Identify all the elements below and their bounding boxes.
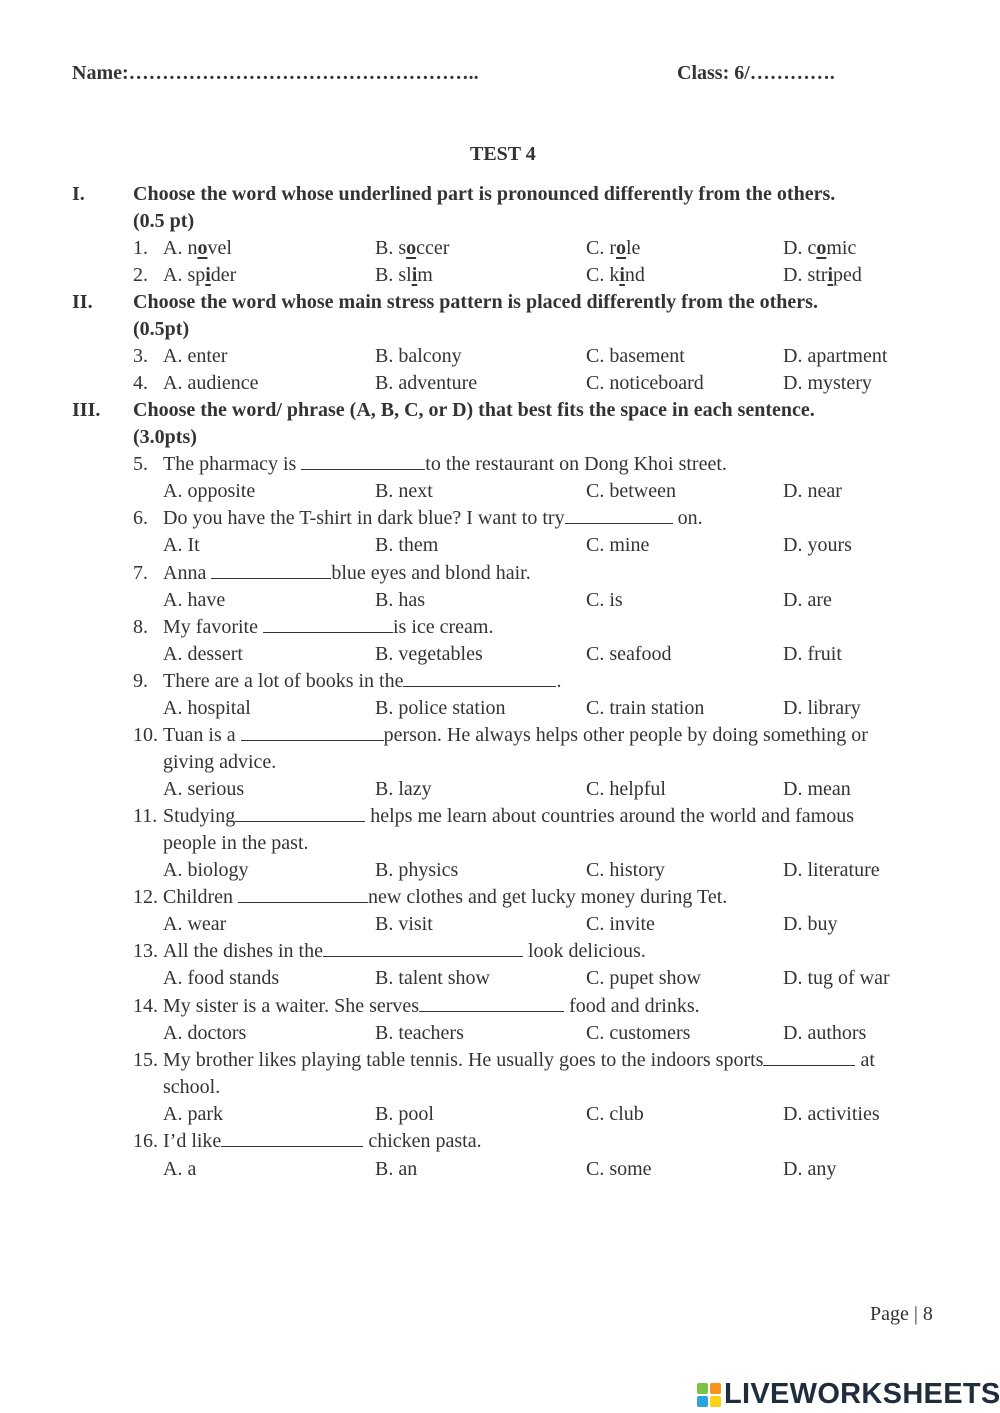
option-a[interactable]: A. audience: [163, 372, 259, 394]
option-a[interactable]: A. It: [163, 534, 200, 556]
option-a[interactable]: A. spider: [163, 264, 237, 286]
question-text: My sister is a waiter. She serves food and drinks.: [163, 995, 700, 1017]
option-d[interactable]: D. striped: [783, 264, 862, 286]
option-a[interactable]: A. serious: [163, 778, 245, 800]
option-a[interactable]: A. wear: [163, 913, 227, 935]
answer-blank[interactable]: [221, 1128, 363, 1147]
section-numeral: II.: [72, 291, 93, 313]
answer-blank[interactable]: [211, 560, 331, 579]
section-instruction: Choose the word whose underlined part is pronounced differently from the others.: [133, 183, 836, 205]
option-a[interactable]: A. park: [163, 1103, 223, 1125]
answer-blank[interactable]: [238, 884, 368, 903]
question-text: Tuan is a person. He always helps other people by doing something or: [163, 724, 868, 746]
option-c[interactable]: C. invite: [586, 913, 655, 935]
answer-blank[interactable]: [323, 938, 523, 957]
section-numeral: III.: [72, 399, 101, 421]
section-instruction: Choose the word whose main stress pattern is placed differently from the others.: [133, 291, 818, 313]
option-a[interactable]: A. dessert: [163, 643, 243, 665]
option-a[interactable]: A. opposite: [163, 480, 256, 502]
page-number: Page | 8: [870, 1303, 933, 1325]
question-text: My favorite is ice cream.: [163, 616, 494, 638]
option-b[interactable]: B. lazy: [375, 778, 432, 800]
option-d[interactable]: D. literature: [783, 859, 880, 881]
option-b[interactable]: B. balcony: [375, 345, 462, 367]
question-text-continued: giving advice.: [163, 751, 277, 773]
option-a[interactable]: A. enter: [163, 345, 228, 367]
question-number: 1.: [133, 237, 148, 259]
option-c[interactable]: C. club: [586, 1103, 644, 1125]
option-a[interactable]: A. a: [163, 1158, 197, 1180]
option-d[interactable]: D. mystery: [783, 372, 872, 394]
option-d[interactable]: D. buy: [783, 913, 838, 935]
option-b[interactable]: B. slim: [375, 264, 433, 286]
option-c[interactable]: C. kind: [586, 264, 645, 286]
question-number: 5.: [133, 453, 148, 475]
question-number: 7.: [133, 562, 148, 584]
answer-blank[interactable]: [403, 668, 556, 687]
liveworksheets-logo-icon: [697, 1383, 721, 1407]
option-d[interactable]: D. tug of war: [783, 967, 890, 989]
option-b[interactable]: B. teachers: [375, 1022, 464, 1044]
question-text: There are a lot of books in the .: [163, 670, 562, 692]
option-c[interactable]: C. seafood: [586, 643, 672, 665]
option-b[interactable]: B. visit: [375, 913, 433, 935]
option-d[interactable]: D. are: [783, 589, 832, 611]
class-field-label: Class: 6/………….: [677, 62, 835, 84]
option-c[interactable]: C. helpful: [586, 778, 666, 800]
option-a[interactable]: A. novel: [163, 237, 232, 259]
option-c[interactable]: C. customers: [586, 1022, 691, 1044]
option-a[interactable]: A. doctors: [163, 1022, 247, 1044]
answer-blank[interactable]: [235, 803, 365, 822]
test-title: TEST 4: [470, 143, 536, 165]
class-field-dots: ………….: [749, 62, 835, 84]
section-numeral: I.: [72, 183, 85, 205]
option-d[interactable]: D. apartment: [783, 345, 888, 367]
option-b[interactable]: B. an: [375, 1158, 418, 1180]
question-text: The pharmacy is to the restaurant on Dong Khoi street.: [163, 453, 727, 475]
answer-blank[interactable]: [565, 505, 673, 524]
question-number: 12.: [133, 886, 158, 908]
answer-blank[interactable]: [301, 451, 425, 470]
section-points: (3.0pts): [133, 426, 197, 448]
option-c[interactable]: C. basement: [586, 345, 685, 367]
option-d[interactable]: D. library: [783, 697, 861, 719]
option-b[interactable]: B. vegetables: [375, 643, 483, 665]
option-c[interactable]: C. is: [586, 589, 623, 611]
section-points: (0.5pt): [133, 318, 190, 340]
name-field-dots: ……………………………………………..: [128, 62, 479, 84]
question-number: 2.: [133, 264, 148, 286]
option-c[interactable]: C. pupet show: [586, 967, 701, 989]
option-c[interactable]: C. noticeboard: [586, 372, 704, 394]
option-d[interactable]: D. near: [783, 480, 842, 502]
question-text: All the dishes in the look delicious.: [163, 940, 646, 962]
option-b[interactable]: B. talent show: [375, 967, 490, 989]
question-text-continued: school.: [163, 1076, 221, 1098]
question-text-continued: people in the past.: [163, 832, 309, 854]
question-number: 11.: [133, 805, 158, 827]
question-number: 14.: [133, 995, 158, 1017]
option-d[interactable]: D. fruit: [783, 643, 842, 665]
option-c[interactable]: C. train station: [586, 697, 705, 719]
option-b[interactable]: B. physics: [375, 859, 459, 881]
option-c[interactable]: C. role: [586, 237, 641, 259]
option-b[interactable]: B. adventure: [375, 372, 478, 394]
option-c[interactable]: C. mine: [586, 534, 650, 556]
question-text: Studying helps me learn about countries around the world and famous: [163, 805, 854, 827]
option-a[interactable]: A. biology: [163, 859, 249, 881]
answer-blank[interactable]: [263, 614, 393, 633]
option-a[interactable]: A. hospital: [163, 697, 251, 719]
logo-text: LIVEWORKSHEETS: [724, 1378, 1000, 1410]
option-c[interactable]: C. history: [586, 859, 665, 881]
option-d[interactable]: D. yours: [783, 534, 852, 556]
answer-blank[interactable]: [419, 993, 564, 1012]
section-instruction: Choose the word/ phrase (A, B, C, or D) that best fits the space in each sentence.: [133, 399, 815, 421]
option-c[interactable]: C. some: [586, 1158, 652, 1180]
question-number: 15.: [133, 1049, 158, 1071]
question-number: 8.: [133, 616, 148, 638]
option-d[interactable]: D. comic: [783, 237, 857, 259]
question-text: I’d like chicken pasta.: [163, 1130, 482, 1152]
liveworksheets-logo[interactable]: [697, 1378, 1000, 1411]
option-d[interactable]: D. any: [783, 1158, 837, 1180]
option-b[interactable]: B. next: [375, 480, 433, 502]
option-b[interactable]: B. pool: [375, 1103, 434, 1125]
name-field-label: Name:……………………………………………..: [72, 62, 479, 84]
question-text: Children new clothes and get lucky money during Tet.: [163, 886, 728, 908]
question-text: My brother likes playing table tennis. He usually goes to the indoors sports at: [163, 1049, 875, 1071]
option-b[interactable]: B. police station: [375, 697, 506, 719]
option-c[interactable]: C. between: [586, 480, 676, 502]
answer-blank[interactable]: [763, 1047, 855, 1066]
question-number: 4.: [133, 372, 148, 394]
option-b[interactable]: B. them: [375, 534, 439, 556]
option-d[interactable]: D. mean: [783, 778, 851, 800]
question-text: Do you have the T-shirt in dark blue? I want to try on.: [163, 507, 703, 529]
question-number: 3.: [133, 345, 148, 367]
option-a[interactable]: A. have: [163, 589, 226, 611]
question-number: 16.: [133, 1130, 158, 1152]
question-number: 9.: [133, 670, 148, 692]
question-number: 10.: [133, 724, 158, 746]
option-b[interactable]: B. has: [375, 589, 425, 611]
option-d[interactable]: D. activities: [783, 1103, 880, 1125]
question-number: 13.: [133, 940, 158, 962]
question-number: 6.: [133, 507, 148, 529]
option-a[interactable]: A. food stands: [163, 967, 280, 989]
answer-blank[interactable]: [241, 722, 384, 741]
option-b[interactable]: B. soccer: [375, 237, 450, 259]
question-text: Anna blue eyes and blond hair.: [163, 562, 531, 584]
section-points: (0.5 pt): [133, 210, 195, 232]
option-d[interactable]: D. authors: [783, 1022, 867, 1044]
